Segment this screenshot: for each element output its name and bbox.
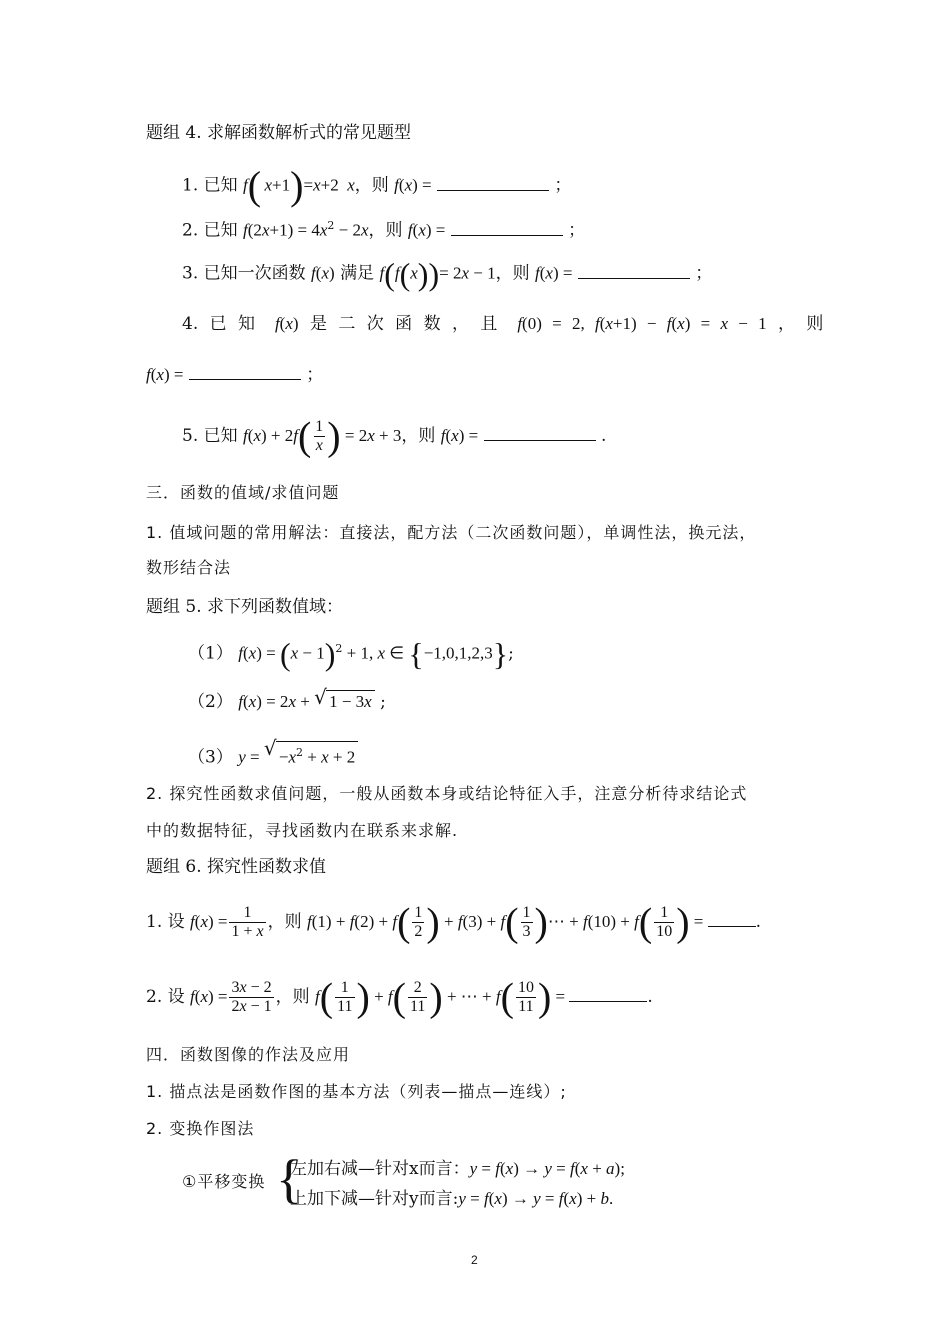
left-brace: {	[276, 1149, 302, 1209]
section3-p2-cont: 中的数据特征，寻找函数内在联系来求解.	[146, 821, 459, 840]
section3-p2: 2. 探究性函数求值问题，一般从函数本身或结论特征入手，注意分析待求结论式	[146, 784, 748, 803]
section3-p1-cont: 数形结合法	[146, 558, 232, 577]
group6-q2: 2. 设 f(x) = $\frac{3x - 2}{2x - 1}$ ，则 f( $\frac{1}{11}$ ) + f( $\frac{2}{11}$ ) + ⋯ + f( $\frac{10}{11}$ ) = .	[146, 974, 653, 1020]
shift-rule-2: 上加下减—针对y而言:y = f(x) → y = f(x) + b.	[290, 1189, 614, 1209]
page-number: 2	[471, 1253, 478, 1267]
group4-title: 题组 4. 求解函数解析式的常见题型	[146, 123, 412, 143]
group5-item3: （3） y = √ $-x^2 + x + 2$	[188, 741, 358, 769]
shift-rule-1: 左加右减—针对x而言：y = f(x) → y = f(x + a);	[290, 1159, 625, 1179]
group5-item2: （2） f(x) = 2x + √ 1 − 3x ;	[188, 690, 386, 713]
section4-heading: 四．函数图像的作法及应用	[146, 1045, 351, 1064]
section3-heading: 三．函数的值域/求值问题	[146, 483, 340, 502]
group5-title: 题组 5. 求下列函数值域：	[146, 597, 344, 617]
group6-title: 题组 6. 探究性函数求值	[146, 857, 327, 877]
section3-p1: 1. 值域问题的常用解法：直接法，配方法（二次函数问题），单调性法，换元法，	[146, 523, 757, 542]
shift-transform-label: ①平移变换	[182, 1172, 266, 1191]
group4-q1: 1. 已知 f( x+1)=x+2 x，则 f(x) = ；	[182, 163, 572, 208]
group4-q3: 3. 已知一次函数 f(x) 满足 f(f(x))= 2x − 1，则 f(x) = ；	[182, 256, 713, 292]
group4-q5: 5. 已知 f(x) + 2f( $\frac{1}{x}$ ) = 2x + 3，则 f(x) = .	[182, 413, 607, 459]
group5-item1: （1） $f(x) = (x - 1)^2 + 1$, x ∈ {−1,0,1,2,3};	[188, 636, 514, 673]
section4-p2: 2. 变换作图法	[146, 1119, 255, 1138]
group4-q4: 4. 已 知 f(x) 是 二 次 函 数 ， 且 f(0) = 2, f(x+1) − f(x) = x − 1 ， 则	[182, 314, 824, 334]
group4-q4-answer: f(x) = ；	[146, 365, 324, 385]
group4-q2: 2. 已知 $f(2x+1) = 4x^2 - 2x$，则 f(x) = ；	[182, 219, 586, 241]
group6-q1: 1. 设 f(x) = $\frac{1}{1 + x}$ ，则 f(1) + f(2) + f( $\frac{1}{2}$ ) + f(3) + f( $\frac{1}{3}$ )⋯ + f(10) + f( $\frac{1}{10}$ ) = .	[146, 899, 762, 945]
section4-p1: 1. 描点法是函数作图的基本方法（列表—描点—连线）;	[146, 1082, 567, 1101]
